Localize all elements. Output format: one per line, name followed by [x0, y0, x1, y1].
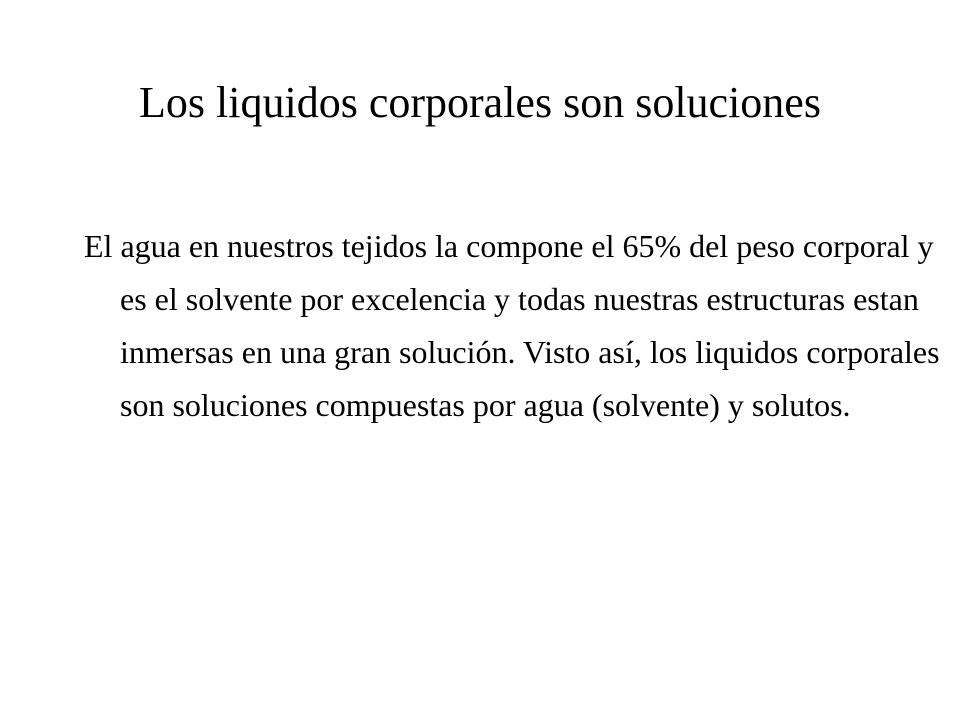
slide-body-text: El agua en nuestros tejidos la compone el 65% del peso corporal y es el solvente por excelencia y todas nuestras estructuras estan inmersas en una gran solución. Visto así, los liquidos corporales son soluciones compuestas por agua (solvente) y solutos. — [84, 228, 940, 423]
slide-title: Los liquidos corporales son soluciones — [139, 78, 821, 127]
